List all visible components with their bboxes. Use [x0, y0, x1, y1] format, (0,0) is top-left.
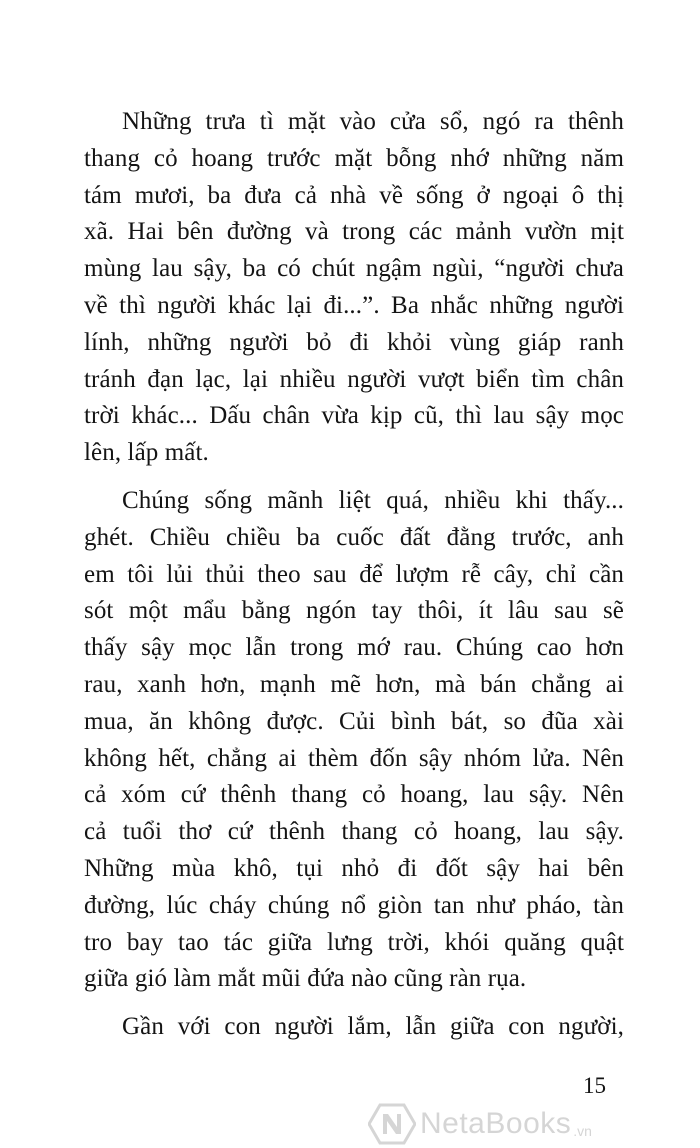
text-line: em tôi lủi thủi theo sau để lượm rễ cây, chỉ cần: [84, 560, 624, 588]
watermark-text: NetaBooks: [420, 1107, 572, 1140]
watermark: [368, 1103, 592, 1145]
text-line: mua, ăn không được. Củi bình bát, so đũa xài: [84, 707, 624, 735]
text-line: tám mươi, ba đưa cả nhà về sống ở ngoại ô thị: [84, 181, 624, 209]
text-line: giữa gió làm mắt mũi đứa nào cũng ràn rụa.: [84, 965, 527, 993]
text-line: thấy sậy mọc lẫn trong mớ rau. Chúng cao hơn: [84, 634, 624, 662]
text-line: xã. Hai bên đường và trong các mảnh vườn mịt: [84, 218, 624, 246]
paragraph-gap: [84, 472, 624, 483]
text-line: Những mùa khô, tụi nhỏ đi đốt sậy hai bên: [84, 854, 624, 882]
text-line: tránh đạn lạc, lại nhiều người vượt biển tìm chân: [84, 365, 624, 393]
text-line: sót một mẩu bằng ngón tay thôi, ít lâu sau sẽ: [84, 597, 624, 625]
text-line: thang cỏ hoang trước mặt bỗng nhớ những năm: [84, 144, 624, 172]
paragraph-gap: [84, 998, 624, 1009]
page-number: 15: [583, 1073, 606, 1098]
text-line: về thì người khác lại đi...”. Ba nhắc những người: [84, 291, 624, 319]
text-line: ghét. Chiều chiều ba cuốc đất đằng trước, anh: [84, 523, 624, 551]
text-line: lên, lấp mất.: [84, 439, 209, 467]
text-line: Gần với con người lắm, lẫn giữa con người,: [122, 1013, 624, 1041]
watermark-suffix: .vn: [573, 1123, 592, 1139]
text-line: Những trưa tì mặt vào cửa sổ, ngó ra thênh: [122, 108, 624, 135]
text-line: cả tuổi thơ cứ thênh thang cỏ hoang, lau sậy.: [84, 818, 624, 846]
text-line: rau, xanh hơn, mạnh mẽ hơn, mà bán chẳng ai: [84, 670, 624, 698]
text-line: tro bay tao tác giữa lưng trời, khói quăng quật: [84, 928, 624, 956]
text-line: Chúng sống mãnh liệt quá, nhiều khi thấy...: [122, 486, 624, 514]
text-line: đường, lúc cháy chúng nổ giòn tan như pháo, tàn: [84, 891, 624, 919]
netabooks-logo-icon: [368, 1103, 416, 1145]
text-line: lính, những người bỏ đi khỏi vùng giáp ranh: [84, 328, 624, 356]
text-line: mùng lau sậy, ba có chút ngậm ngùi, “người chưa: [84, 255, 624, 283]
text-line: cả xóm cứ thênh thang cỏ hoang, lau sậy. Nên: [84, 781, 624, 809]
text-line: trời khác... Dấu chân vừa kịp cũ, thì lau sậy mọc: [84, 402, 624, 430]
body-text: [84, 104, 624, 1046]
text-line: không hết, chẳng ai thèm đốn sậy nhóm lửa. Nên: [84, 744, 624, 772]
